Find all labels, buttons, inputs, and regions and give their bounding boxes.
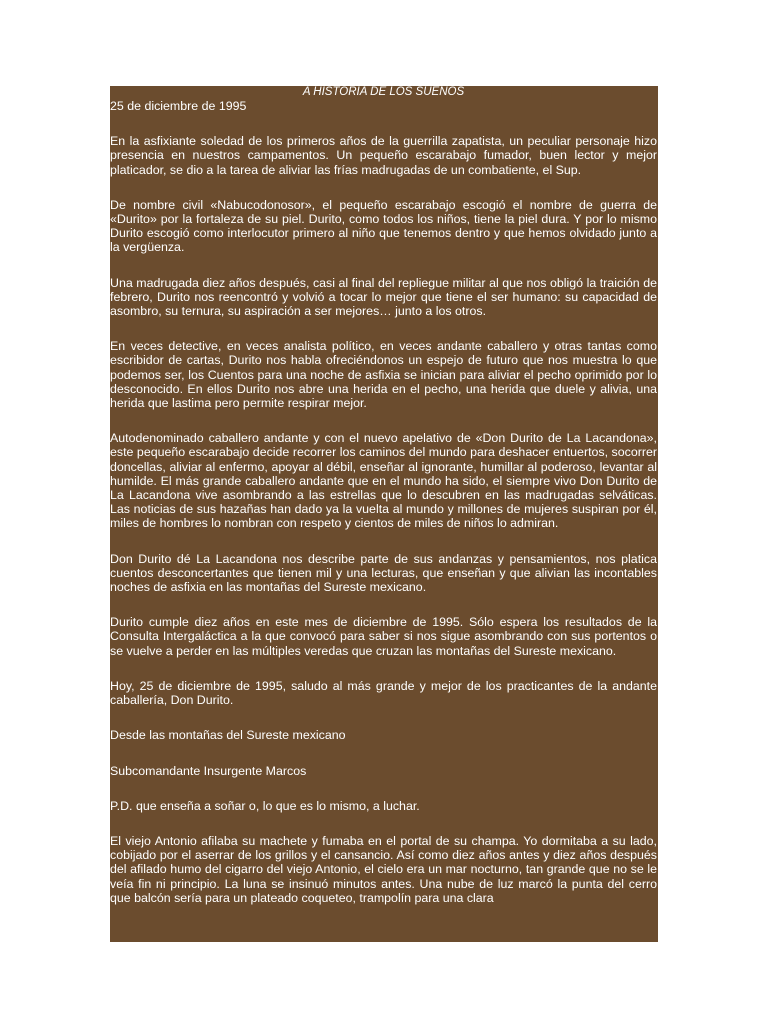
paragraph: El viejo Antonio afilaba su machete y fumaba en el portal de su champa. Yo dormitaba a su lado, cobijado por el aserrar de los grillos y el cansancio. Así como diez años antes y diez años después del afilado humo del cigarro del viejo Antonio, el cielo era un mar nocturno, tan grande que no se le veía fin ni principio. La luna se insinuó minutos antes. Una nube de luz marcó la punta del cerro que balcón sería para un plateado coqueteo, trampolín para una clara [110,833,657,905]
paragraph: En la asfixiante soledad de los primeros años de la guerrilla zapatista, un peculiar personaje hizo presencia en nuestros campamentos. Un pequeño escarabajo fumador, buen lector y mejor platicador, se dio a la tarea de aliviar las frías madrugadas de un combatiente, el Sup. [110,134,657,177]
paragraph: Don Durito dé La Lacandona nos describe parte de sus andanzas y pensamientos, nos platica cuentos desconcertantes que tienen mil y una lecturas, que enseñan y que alivian las incontables noches de asfixia en las montañas del Sureste mexicano. [110,551,657,595]
paragraph: Autodenominado caballero andante y con el nuevo apelativo de «Don Durito de La Lacandona», este pequeño escarabajo decide recorrer los caminos del mundo para deshacer entuertos, socorrer doncellas, aliviar al enfermo, apoyar al débil, enseñar al ignorante, humillar al poderoso, levantar al humilde. El más grande caballero andante que en el mundo ha sido, el siempre vivo Don Durito de La Lacandona vive asombrando a las estrellas que lo descubren en las madrugadas selváticas. Las noticias de sus hazañas han dado ya la vuelta al mundo y millones de mujeres suspiran por él, miles de hombres lo nombran con respeto y cientos de miles de niños lo admiran. [110,431,657,531]
document-title: A HISTORIA DE LOS SUEÑOS [302,86,465,98]
document-body [110,86,658,905]
paragraph: Hoy, 25 de diciembre de 1995, saludo al más grande y mejor de los practicantes de la andante caballería, Don Durito. [110,678,657,708]
closing-place: Desde las montañas del Sureste mexicano [110,728,346,743]
paragraph: De nombre civil «Nabucodonosor», el pequeño escarabajo escogió el nombre de guerra de «Durito» por la fortaleza de su piel. Durito, como todos los niños, tiene la piel dura. Y por lo mismo Durito escogió como interlocutor primero al niño que tenemos dentro y que hemos olvidado junto a la vergüenza. [110,197,657,255]
paragraph: En veces detective, en veces analista político, en veces andante caballero y otras tantas como escribidor de cartas, Durito nos habla ofreciéndonos un espejo de futuro que nos muestra lo que podemos ser, los Cuentos para una noche de asfixia se inician para aliviar el pecho oprimido por lo desconocido. En ellos Durito nos abre una herida en el pecho, una herida que duele y alivia, una herida que lastima pero permite respirar mejor. [110,339,657,411]
postscript: P.D. que enseña a soñar o, lo que es lo mismo, a luchar. [110,798,420,813]
paragraph: Una madrugada diez años después, casi al final del repliegue militar al que nos obligó la traición de febrero, Durito nos reencontró y volvió a tocar lo mejor que tiene el ser humano: su capacidad de asombro, su ternura, su aspiración a ser mejores… junto a los otros. [110,275,657,319]
signature: Subcomandante Insurgente Marcos [110,763,307,778]
document-date: 25 de diciembre de 1995 [110,99,247,113]
document-text-block [110,86,658,942]
paragraph: Durito cumple diez años en este mes de diciembre de 1995. Sólo espera los resultados de la Consulta Intergaláctica a la que convocó para saber si nos sigue asombrando con sus portentos o se vuelve a perder en las múltiples veredas que cruzan las montañas del Sureste mexicano. [110,615,657,658]
